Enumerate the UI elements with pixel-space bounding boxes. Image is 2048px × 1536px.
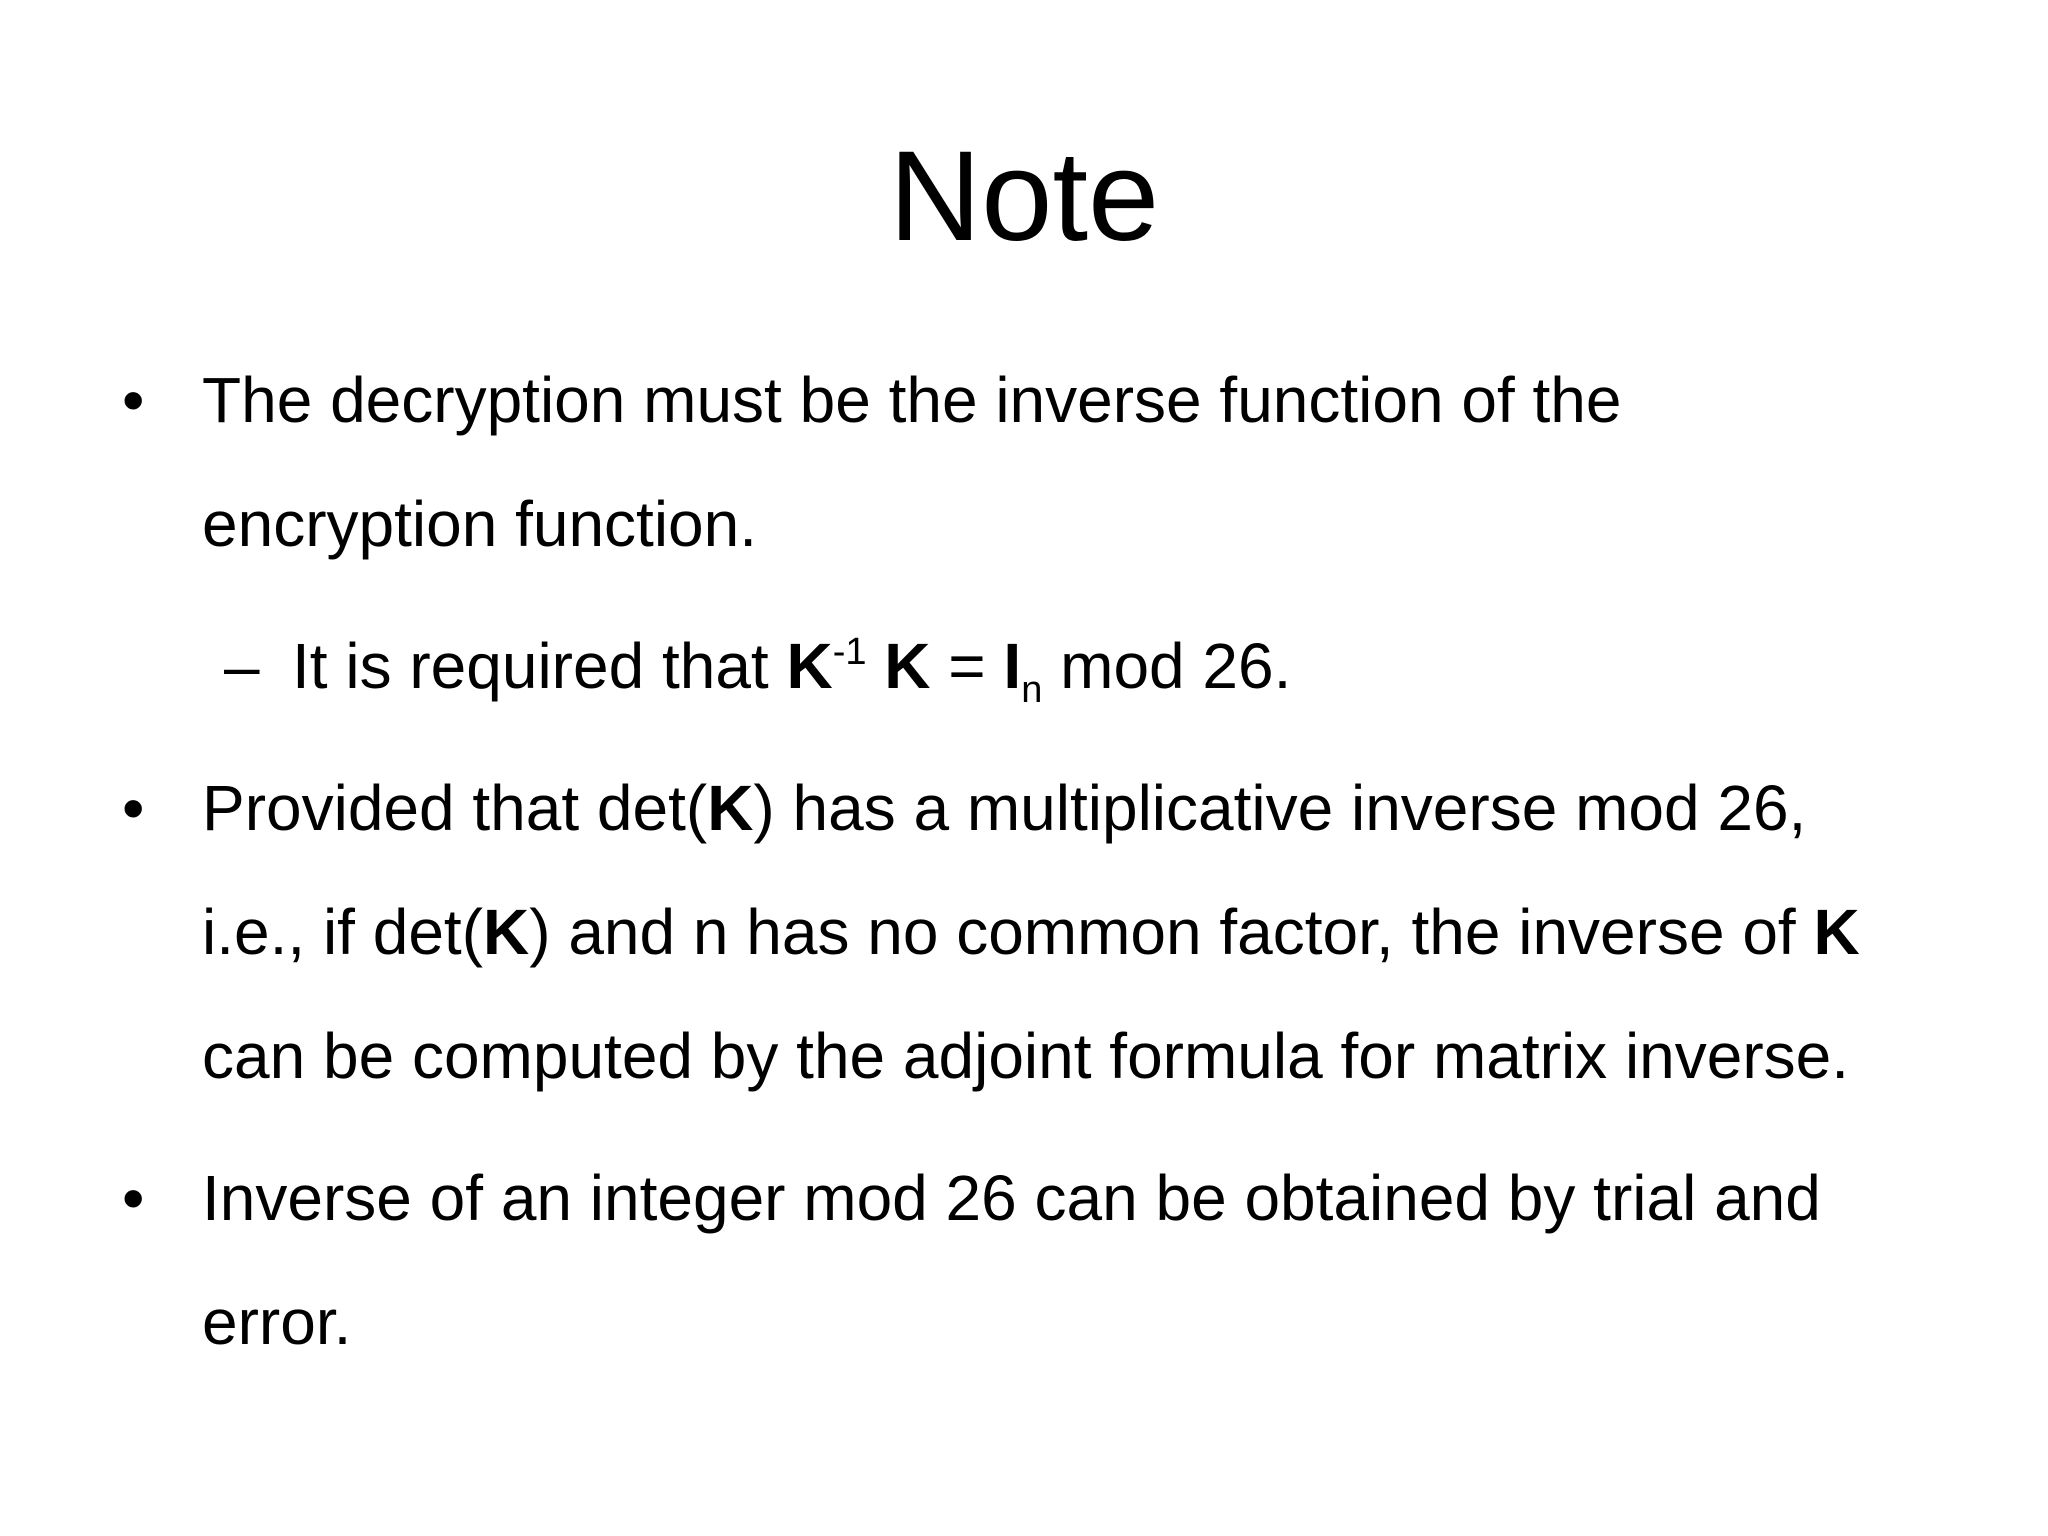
- slide-title: Note: [888, 125, 1160, 268]
- matrix-k-symbol-2: K: [1813, 896, 1860, 968]
- sub-bullet-text-part-2: mod 26.: [1042, 630, 1292, 702]
- bullet-2-line-3: can be computed by the adjoint formula for matrix inverse.: [202, 1020, 1850, 1092]
- bullet-2-line-2-part-b: ) and n has no common factor, the inverse of: [529, 896, 1814, 968]
- sub-bullet-text: [292, 628, 1292, 711]
- matrix-k-symbol: K: [786, 630, 833, 702]
- identity-matrix-symbol: I: [1003, 630, 1022, 702]
- bullet-2-line-1-part-b: ) has a multiplicative inverse mod 26,: [753, 772, 1807, 844]
- sub-bullet-text-part-1: It is required that: [292, 630, 787, 702]
- bullet-2-marker: •: [122, 772, 145, 844]
- identity-subscript: n: [1021, 669, 1043, 711]
- matrix-k-symbol: K: [707, 772, 754, 844]
- bullet-2-line-2-part-a: i.e., if det(: [202, 896, 483, 968]
- matrix-k-symbol: K: [483, 896, 530, 968]
- bullet-1-line-1: The decryption must be the inverse function of the: [202, 364, 1622, 436]
- bullet-3-marker: •: [122, 1162, 145, 1234]
- bullet-1-line-2: encryption function.: [202, 488, 757, 560]
- sub-bullet-marker: –: [224, 630, 260, 702]
- bullet-2-line-1: [202, 770, 1806, 846]
- inverse-exponent: -1: [832, 631, 867, 673]
- bullet-3-line-1: Inverse of an integer mod 26 can be obtained by trial and: [202, 1162, 1821, 1234]
- bullet-3-line-2: error.: [202, 1286, 352, 1358]
- matrix-k-symbol-2: K: [884, 630, 931, 702]
- bullet-2-line-1-part-a: Provided that det(: [202, 772, 708, 844]
- bullet-1-marker: •: [122, 364, 145, 436]
- bullet-2-line-2: [202, 894, 1860, 970]
- equals-sign: =: [930, 630, 1004, 702]
